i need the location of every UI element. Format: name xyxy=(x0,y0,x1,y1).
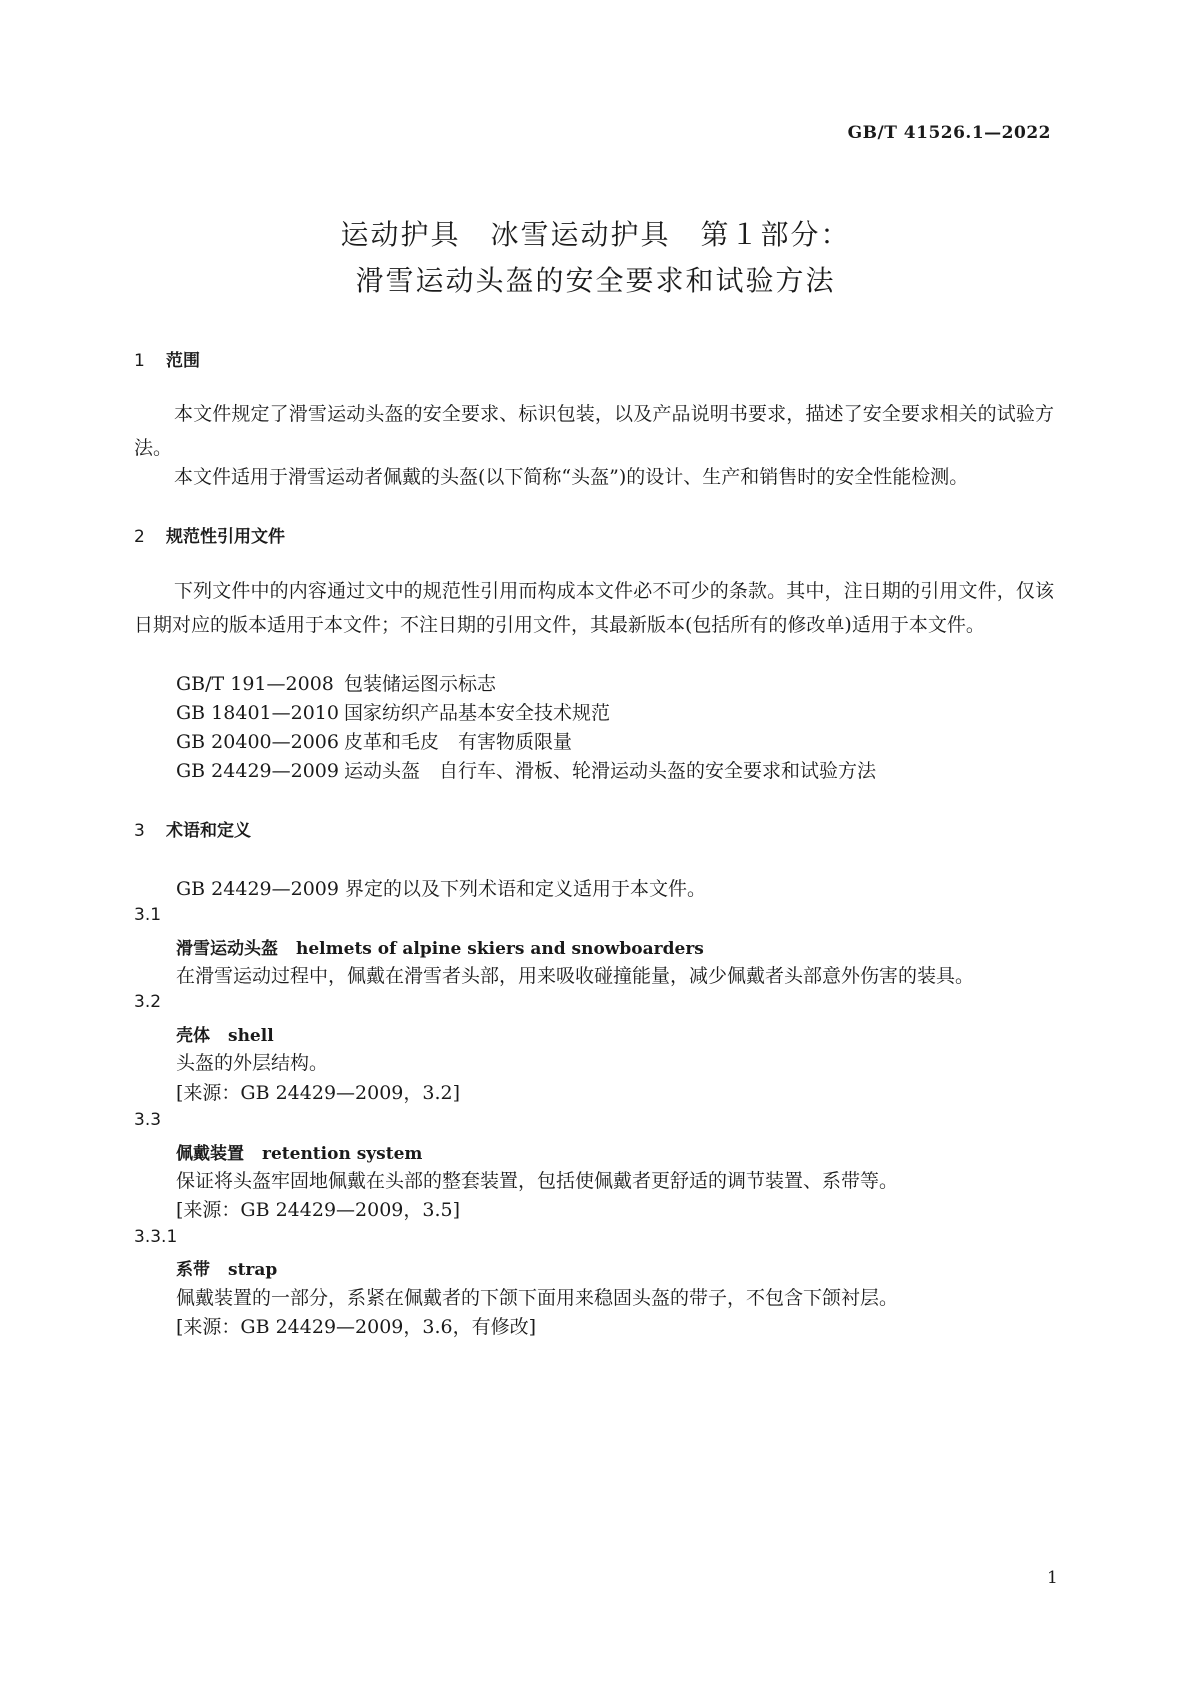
reference-item xyxy=(176,698,610,725)
section-heading-terms-and-definitions xyxy=(134,816,251,841)
reference-code: GB 24429—2009 xyxy=(176,760,339,782)
scope-paragraph-1: 本文件规定了滑雪运动头盔的安全要求、标识包装，以及产品说明书要求，描述了安全要求相关的试验方法。 xyxy=(134,403,1054,459)
section-number: 1 xyxy=(134,351,145,371)
term-heading xyxy=(176,1139,422,1164)
term-definition: 保证将头盔牢固地佩戴在头部的整套装置，包括使佩戴者更舒适的调节装置、系带等。 xyxy=(176,1170,899,1192)
term-heading xyxy=(176,934,704,959)
section-title: 术语和定义 xyxy=(166,821,251,841)
section-number: 2 xyxy=(134,527,145,547)
reference-title: 包装储运图示标志 xyxy=(344,673,497,695)
term-number: 3.3 xyxy=(134,1110,162,1130)
term-definition: 在滑雪运动过程中，佩戴在滑雪者头部，用来吸收碰撞能量，减少佩戴者头部意外伤害的装具。 xyxy=(176,965,975,987)
term-zh: 佩戴装置 xyxy=(176,1144,244,1164)
section-heading-normative-references xyxy=(134,522,285,547)
reference-code: GB 18401—2010 xyxy=(176,702,339,724)
term-definition: 头盔的外层结构。 xyxy=(176,1052,329,1074)
section-number: 3 xyxy=(134,821,145,841)
term-zh: 壳体 xyxy=(176,1026,210,1046)
document-title-line-1: 运动护具 冰雪运动护具 第１部分： xyxy=(340,218,851,251)
reference-code: GB 20400—2006 xyxy=(176,731,339,753)
scope-paragraph-2: 本文件适用于滑雪运动者佩戴的头盔(以下简称“头盔”)的设计、生产和销售时的安全性能检测。 xyxy=(174,466,969,488)
term-heading xyxy=(176,1255,277,1280)
normative-intro-paragraph: 下列文件中的内容通过文中的规范性引用而构成本文件必不可少的条款。其中，注日期的引用文件，仅该日期对应的版本适用于本文件；不注日期的引用文件，其最新版本(包括所有的修改单)适用于本文件。 xyxy=(134,580,1054,636)
reference-title: 皮革和毛皮 有害物质限量 xyxy=(344,731,573,753)
term-en: retention system xyxy=(262,1144,423,1164)
reference-title: 国家纺织产品基本安全技术规范 xyxy=(344,702,611,724)
reference-item xyxy=(176,727,572,754)
section-title: 规范性引用文件 xyxy=(166,527,285,547)
term-en: helmets of alpine skiers and snowboarders xyxy=(296,939,704,959)
reference-item xyxy=(176,669,496,696)
terms-intro: GB 24429—2009 界定的以及下列术语和定义适用于本文件。 xyxy=(176,878,707,900)
term-source: [来源：GB 24429—2009，3.5] xyxy=(176,1199,461,1221)
term-number: 3.1 xyxy=(134,905,162,925)
section-title: 范围 xyxy=(166,351,200,371)
term-number: 3.3.1 xyxy=(134,1227,178,1247)
term-number: 3.2 xyxy=(134,992,162,1012)
reference-item xyxy=(176,756,876,783)
term-source: [来源：GB 24429—2009，3.6，有修改] xyxy=(176,1316,537,1338)
reference-code: GB/T 191—2008 xyxy=(176,673,334,695)
term-heading xyxy=(176,1021,274,1046)
term-en: shell xyxy=(228,1026,274,1046)
term-zh: 系带 xyxy=(176,1260,210,1280)
reference-title: 运动头盔 自行车、滑板、轮滑运动头盔的安全要求和试验方法 xyxy=(344,760,877,782)
term-zh: 滑雪运动头盔 xyxy=(176,939,278,959)
page-number: 1 xyxy=(1047,1568,1058,1588)
term-source: [来源：GB 24429—2009，3.2] xyxy=(176,1082,461,1104)
term-definition: 佩戴装置的一部分，系紧在佩戴者的下颌下面用来稳固头盔的带子，不包含下颌衬层。 xyxy=(176,1287,899,1309)
term-en: strap xyxy=(228,1260,278,1280)
section-heading-scope xyxy=(134,346,200,371)
document-title-line-2: 滑雪运动头盔的安全要求和试验方法 xyxy=(355,264,836,297)
document-number: GB/T 41526.1—2022 xyxy=(847,123,1051,143)
